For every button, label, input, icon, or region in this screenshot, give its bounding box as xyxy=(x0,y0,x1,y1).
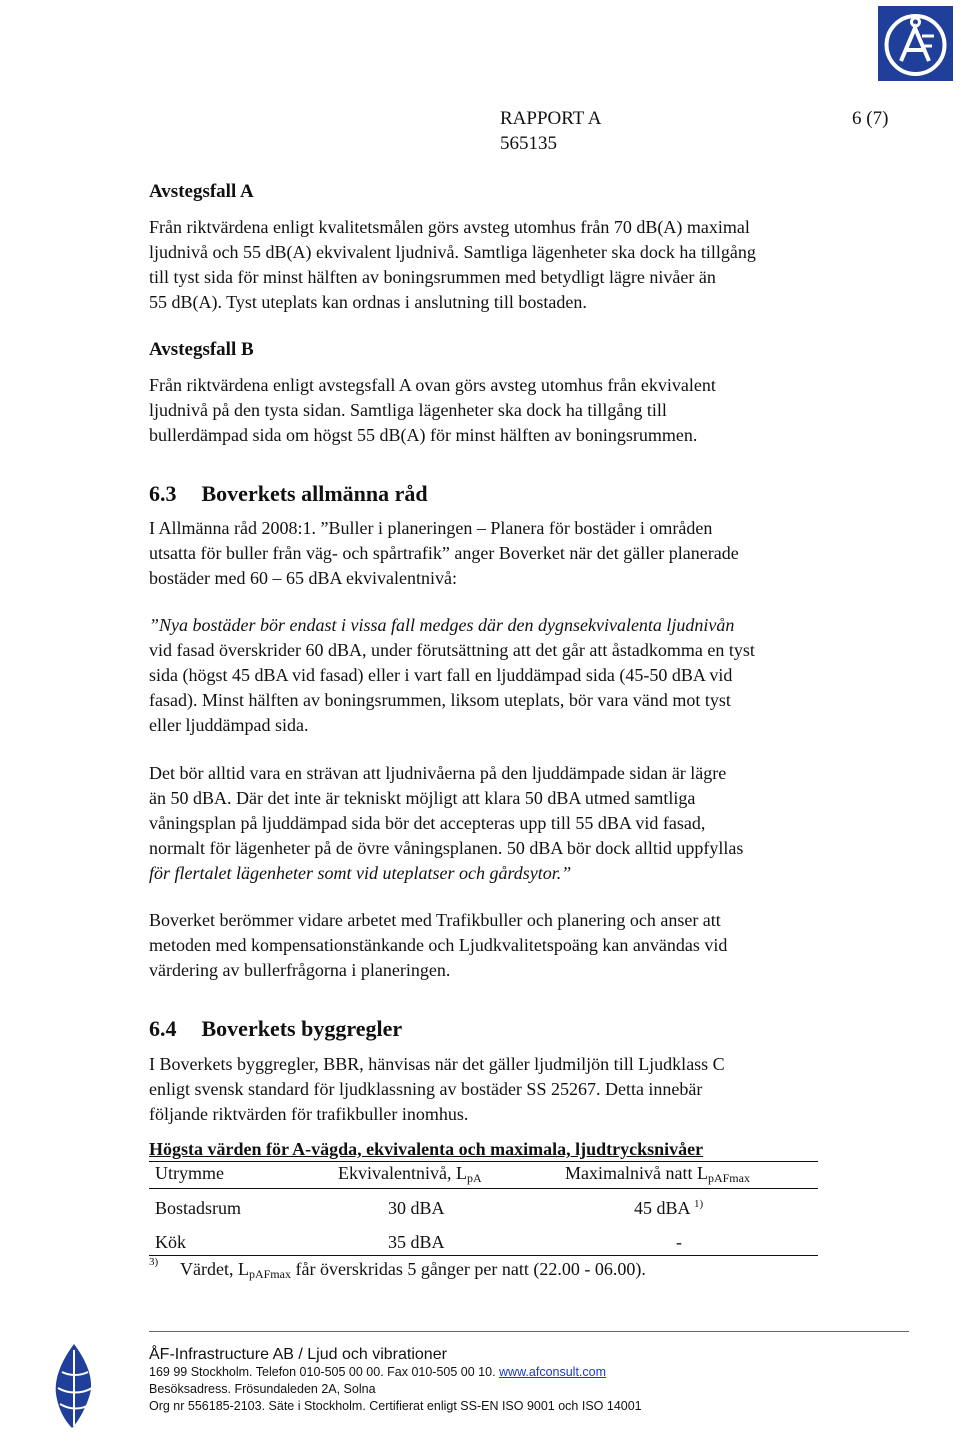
footer xyxy=(149,1346,642,1415)
footnote-text: Värdet, L xyxy=(180,1259,249,1279)
website-link[interactable]: www.afconsult.com xyxy=(499,1365,607,1379)
table-cell-equivalent: 30 dBA xyxy=(388,1198,445,1218)
footer-text: 169 99 Stockholm. Telefon 010-505 00 00. Fax 010-505 00 10. xyxy=(149,1365,500,1379)
table-caption: Högsta värden för A-vägda, ekvivalenta och maximala, ljudtrycksnivåer xyxy=(149,1139,704,1159)
table-cell-max xyxy=(634,1198,703,1219)
footnote-text: får överskridas 5 gånger per natt (22.00 - 06.00). xyxy=(290,1259,646,1279)
table-top-rule xyxy=(149,1161,818,1162)
header-text: Maximalnivå natt L xyxy=(565,1163,708,1183)
text-line: följande riktvärden för trafikbuller inomhus. xyxy=(149,1104,469,1124)
page-number: 6 (7) xyxy=(852,108,889,129)
text-line: sida (högst 45 dBA vid fasad) eller i vart fall en ljuddämpad sida (45-50 dBA vid xyxy=(149,665,733,685)
text-line: I Boverkets byggregler, BBR, hänvisas när det gäller ljudmiljön till Ljudklass C xyxy=(149,1054,725,1074)
text-line: vid fasad överskrider 60 dBA, under förutsättning att det går att åstadkomma en tyst xyxy=(149,640,755,660)
text-line: eller ljuddämpad sida. xyxy=(149,715,309,735)
section-number: 6.4 xyxy=(149,1016,177,1041)
header-subscript: pAFmax xyxy=(707,1171,750,1185)
af-logo-icon xyxy=(878,6,953,81)
header-text: Ekvivalentnivå, L xyxy=(338,1163,467,1183)
text-line: bostäder med 60 – 65 dBA ekvivalentnivå: xyxy=(149,568,457,588)
text-line: normalt för lägenheter på de övre våningsplanen. 50 dBA bör dock alltid uppfyllas xyxy=(149,838,744,858)
footer-address: Besöksadress. Frösundaleden 2A, Solna xyxy=(149,1382,376,1396)
footer-company: ÅF-Infrastructure AB / Ljud och vibrationer xyxy=(149,1346,447,1363)
paragraph-avstegsfall-a xyxy=(149,215,909,315)
text-line: våningsplan på ljuddämpad sida bör det accepteras upp till 55 dBA vid fasad, xyxy=(149,813,706,833)
report-title: RAPPORT A xyxy=(500,108,602,129)
text-line: Från riktvärdena enligt kvalitetsmålen görs avsteg utomhus från 70 dB(A) maximal xyxy=(149,217,750,237)
text-line: metoden med kompensationstänkande och Ljudkvalitetspoäng kan användas vid xyxy=(149,935,728,955)
section-title: Boverkets byggregler xyxy=(201,1016,403,1041)
cell-text: 45 dBA xyxy=(634,1198,690,1218)
table-cell-room: Bostadsrum xyxy=(155,1198,242,1218)
footnote-ref: 1) xyxy=(694,1198,704,1210)
table-header-rule xyxy=(149,1188,818,1189)
shell-icon xyxy=(48,1342,98,1430)
text-line: värdering av bullerfrågorna i planeringen. xyxy=(149,960,451,980)
text-line: Det bör alltid vara en strävan att ljudnivåerna på den ljuddämpade sidan är lägre xyxy=(149,763,727,783)
text-line: 55 dB(A). Tyst uteplats kan ordnas i anslutning till bostaden. xyxy=(149,292,587,312)
table-cell-equivalent: 35 dBA xyxy=(388,1232,445,1252)
text-line: till tyst sida för minst hälften av boningsrummen med betydligt lägre nivåer än xyxy=(149,267,716,287)
text-line: enligt svensk standard för ljudklassning av bostäder SS 25267. Detta innebär xyxy=(149,1079,703,1099)
section-title: Boverkets allmänna råd xyxy=(201,481,428,506)
text-line: ljudnivå och 55 dB(A) ekvivalent ljudnivå. Samtliga lägenheter ska dock ha tillgång xyxy=(149,242,756,262)
text-line: bullerdämpad sida om högst 55 dB(A) för minst hälften av boningsrummen. xyxy=(149,425,698,445)
text-line: fasad). Minst hälften av boningsrummen, liksom uteplats, bör vara vänd mot tyst xyxy=(149,690,731,710)
text-line: Från riktvärdena enligt avstegsfall A ovan görs avsteg utomhus från ekvivalent xyxy=(149,375,716,395)
text-line: Boverket berömmer vidare arbetet med Trafikbuller och planering och anser att xyxy=(149,910,721,930)
text-line: än 50 dBA. Där det inte är tekniskt möjligt att klara 50 dBA utmed samtliga xyxy=(149,788,696,808)
table-cell-room: Kök xyxy=(155,1232,186,1252)
text-line: utsatta för buller från väg- och spårtrafik” anger Boverket när det gäller planerade xyxy=(149,543,739,563)
table-header-max xyxy=(565,1163,750,1186)
table-cell-max: - xyxy=(676,1232,682,1252)
footer-org: Org nr 556185-2103. Säte i Stockholm. Certifierat enligt SS-EN ISO 9001 och ISO 14001 xyxy=(149,1399,642,1413)
paragraph-section-63-intro xyxy=(149,516,909,591)
table-header-room: Utrymme xyxy=(155,1163,224,1183)
paragraph-strivan xyxy=(149,761,909,886)
heading-avstegsfall-b: Avstegsfall B xyxy=(149,339,254,360)
paragraph-avstegsfall-b xyxy=(149,373,909,448)
footer-rule xyxy=(149,1331,909,1332)
footer-contact-line xyxy=(149,1364,642,1381)
table-bottom-rule xyxy=(149,1255,818,1256)
section-64-heading xyxy=(149,1016,402,1042)
paragraph-boverket-beromer xyxy=(149,908,909,983)
header-subscript: pA xyxy=(466,1171,482,1185)
heading-avstegsfall-a: Avstegsfall A xyxy=(149,181,254,202)
text-line: ljudnivå på den tysta sidan. Samtliga lägenheter ska dock ha tillgång till xyxy=(149,400,667,420)
text-line-italic: ”Nya bostäder bör endast i vissa fall medges där den dygnsekvivalenta ljudnivån xyxy=(149,615,735,635)
paragraph-section-64 xyxy=(149,1052,909,1127)
text-line: I Allmänna råd 2008:1. ”Buller i planeringen – Planera för bostäder i områden xyxy=(149,518,713,538)
table-header-equivalent xyxy=(338,1163,482,1186)
footnote-subscript: pAFmax xyxy=(248,1267,291,1281)
report-number: 565135 xyxy=(500,133,557,154)
footnote-mark: 3) xyxy=(149,1256,159,1268)
section-number: 6.3 xyxy=(149,481,177,506)
section-63-heading xyxy=(149,481,428,507)
table-footnote xyxy=(180,1259,646,1282)
paragraph-quote xyxy=(149,613,909,738)
text-line-italic: för flertalet lägenheter somt vid uteplatser och gårdsytor.” xyxy=(149,863,572,883)
